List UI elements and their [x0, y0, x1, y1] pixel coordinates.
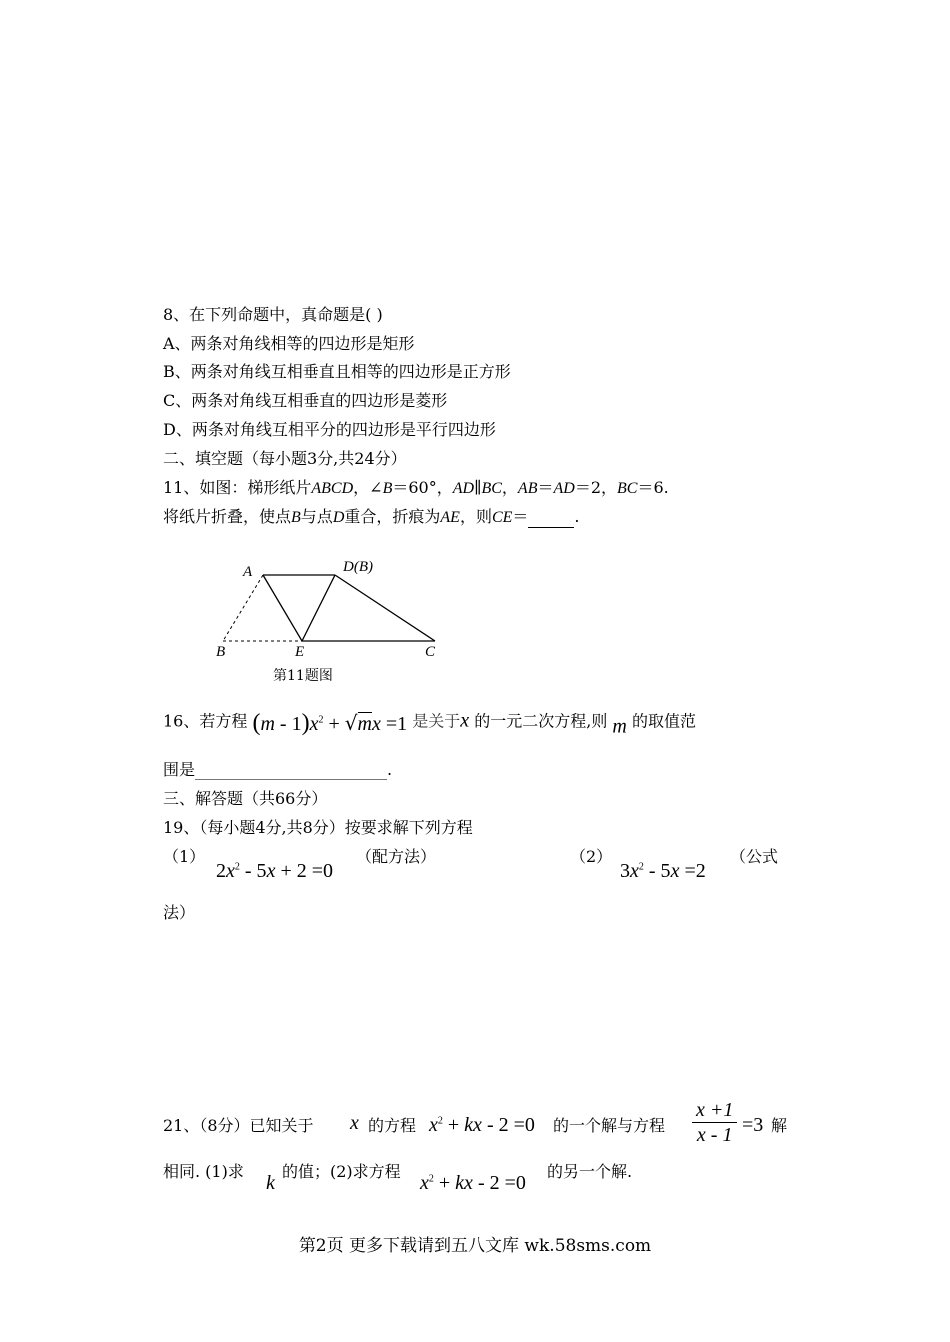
edge-dc	[335, 575, 435, 641]
q16-answer-blank	[195, 779, 387, 780]
q19-p2-label: （2）	[570, 847, 613, 866]
section3-heading: 三、解答题（共66分）	[163, 789, 328, 808]
label-db: D(B)	[343, 559, 373, 575]
trapezoid-figure	[205, 555, 455, 665]
q19-p2-method: （公式	[730, 847, 779, 866]
label-c: C	[425, 644, 436, 660]
q21-var-x: x	[350, 1112, 359, 1134]
label-e: E	[295, 644, 305, 660]
q11-line1: 11、如图：梯形纸片ABCD，∠B＝60°，AD∥BC，AB＝AD＝2，BC＝6.	[163, 478, 669, 497]
q16-line2: 围是 .	[163, 760, 393, 779]
q8-option-b: B、两条对角线互相垂直且相等的四边形是正方形	[163, 362, 511, 381]
q19-p1-equation: $2x^2 - 5x + 2 =0$	[216, 860, 334, 882]
section2-heading: 二、填空题（每小题3分,共24分）	[163, 449, 407, 468]
q21-text4: 解	[771, 1116, 788, 1135]
q21-line2b: 的值；(2)求方程	[282, 1162, 401, 1181]
edge-de	[302, 575, 335, 641]
label-a: A	[243, 564, 253, 580]
q21-eq3: =3	[742, 1114, 764, 1136]
page-footer: 第2页 更多下载请到五八文库 wk.58sms.com	[298, 1236, 652, 1256]
q21-fraction: $\frac{x +1}{x - 1}$	[692, 1098, 737, 1147]
q11-answer-blank	[528, 527, 574, 528]
q21-var-k: k	[266, 1172, 275, 1194]
q19-p1-label: （1）	[163, 847, 206, 866]
edge-ab-dashed	[223, 575, 263, 641]
label-b: B	[216, 644, 226, 660]
q21-line2a: 相同. (1)求	[163, 1162, 244, 1181]
q21-equation1: $x^2$ + kx - 2 =0	[429, 1114, 535, 1136]
q19-p2-equation: $3x^2 - 5x =2$	[620, 860, 706, 882]
q11-line2: 将纸片折叠，使点B与点D重合，折痕为AE，则CE＝ .	[163, 507, 580, 526]
q21-text2: 的方程	[368, 1116, 417, 1135]
q21-prefix: 21、（8分）已知关于	[163, 1116, 314, 1135]
q16-equation: $(m - 1)x^2 + √mx =1$	[252, 709, 408, 736]
q21-equation2: $x^2$ + kx - 2 =0	[420, 1172, 526, 1194]
q16-line1: 16、若方程 $(m - 1)x^2 + √mx =1$ 是关于x 的一元二次方程,则 m 的取值范	[163, 709, 696, 738]
q8-option-c: C、两条对角线互相垂直的四边形是菱形	[163, 391, 448, 410]
q8-option-d: D、两条对角线互相平分的四边形是平行四边形	[163, 420, 496, 439]
figure-caption: 第11题图	[273, 668, 333, 684]
q19-p1-method: （配方法）	[356, 847, 437, 866]
q21-text3: 的一个解与方程	[553, 1116, 666, 1135]
q8-stem: 8、在下列命题中，真命题是( )	[163, 305, 383, 324]
q19-p2-method-cont: 法）	[163, 903, 196, 922]
edge-ae	[263, 575, 302, 641]
q19-stem: 19、（每小题4分,共8分）按要求解下列方程	[163, 818, 473, 837]
q8-option-a: A、两条对角线相等的四边形是矩形	[163, 334, 415, 353]
q21-line2c: 的另一个解.	[547, 1162, 633, 1181]
